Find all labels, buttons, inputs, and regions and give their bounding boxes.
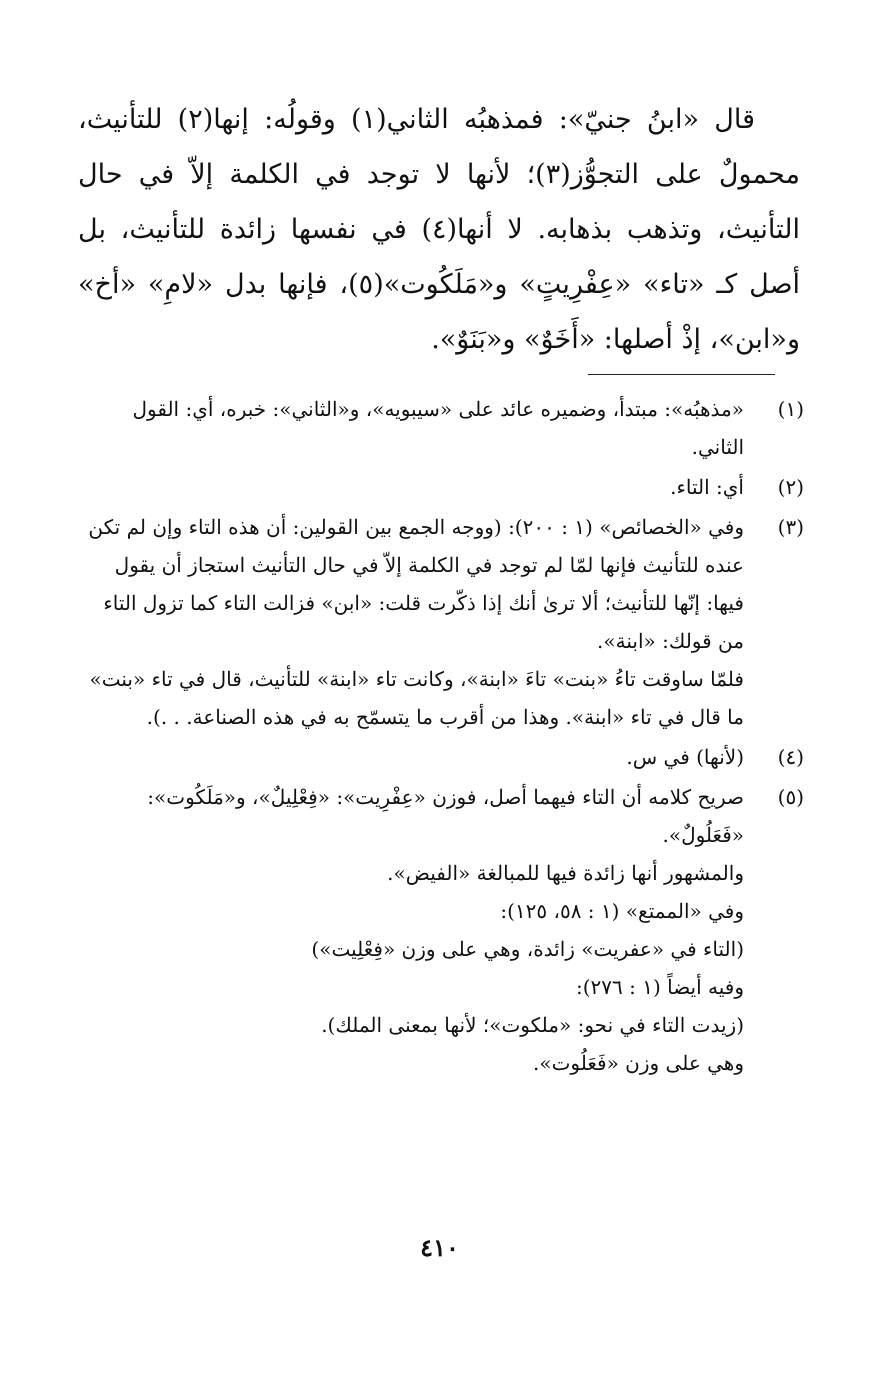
footnote-line: (زيدت التاء في نحو: «ملكوت»؛ لأنها بمعنى الملك). — [321, 1013, 744, 1037]
main-paragraph: قال «ابنُ جنيّ»: فمذهبُه الثاني(١) وقولُه: إنها(٢) للتأنيث، محمولٌ على التجوُّز(٣)؛ لأنها لا توجد في الكلمة إلاّ في حال التأنيث، وتذهب بذهابه. لا أنها(٤) في نفسها زائدة للتأنيث، بل أصل كـ «تاء» «عِفْرِيتٍ» و«مَلَكُوت»(٥)، فإنها بدل «لامِ» «أخ» و«ابن»، إذْ أصلها: «أَخَوٌ» و«بَنَوٌ». — [78, 104, 800, 355]
footnote-separator — [588, 374, 775, 375]
footnote-4 — [80, 738, 804, 776]
footnote-number: (٤) — [777, 745, 804, 769]
footnote-2 — [80, 468, 804, 506]
footnote-line: وفي «الخصائص» (١ : ٢٠٠): (ووجه الجمع بين القولين: أن هذه التاء وإن لم تكن عنده للتأنيث فإنها لمّا لم توجد في الكلمة إلاّ في حال التأنيث استجاز أن يقول فيها: إنّها للتأنيث؛ ألا ترىٰ أنك إذا ذكّرت قلت: «ابن» فزالت التاء كما تزول التاء من قولك: «ابنة». — [88, 515, 744, 653]
footnote-line: أي: التاء. — [670, 475, 744, 499]
footnote-line: وفي «الممتع» (١ : ٥٨، ١٢٥): — [500, 899, 744, 923]
footnote-line: (لأنها) في س. — [626, 745, 744, 769]
footnote-1 — [80, 390, 804, 466]
footnote-line: صريح كلامه أن التاء فيهما أصل، فوزن «عِفْرِيت»: «فِعْلِيلٌ»، و«مَلَكُوت»: «فَعَلُولٌ». — [147, 785, 744, 847]
footnote-line: والمشهور أنها زائدة فيها للمبالغة «الفيض». — [387, 861, 744, 885]
footnote-line: (التاء في «عفريت» زائدة، وهي على وزن «فِعْلِيت») — [311, 937, 744, 961]
footnote-number: (٥) — [777, 785, 804, 809]
footnotes — [80, 390, 804, 1084]
footnote-number: (٣) — [777, 515, 804, 539]
footnote-5 — [80, 778, 804, 1082]
footnote-line: فلمّا ساوقت تاءُ «بنت» تاءَ «ابنة»، وكانت تاء «ابنة» للتأنيث، قال في تاء «بنت» ما قال في تاء «ابنة». وهذا من أقرب ما يتسمّح به في هذه الصناعة. . .). — [89, 667, 744, 729]
page-number: ٤١٠ — [420, 1233, 459, 1262]
footnote-number: (٢) — [777, 475, 804, 499]
footnote-line: «مذهبُه»: مبتدأ، وضميره عائد على «سيبويه»، و«الثاني»: خبره، أي: القول الثاني. — [132, 397, 744, 459]
footnote-3 — [80, 508, 804, 736]
footnote-line: وهي على وزن «فَعَلُوت». — [533, 1051, 744, 1075]
footnote-number: (١) — [777, 397, 804, 421]
main-text — [78, 92, 800, 367]
footnote-line: وفيه أيضاً (١ : ٢٧٦): — [575, 975, 744, 999]
